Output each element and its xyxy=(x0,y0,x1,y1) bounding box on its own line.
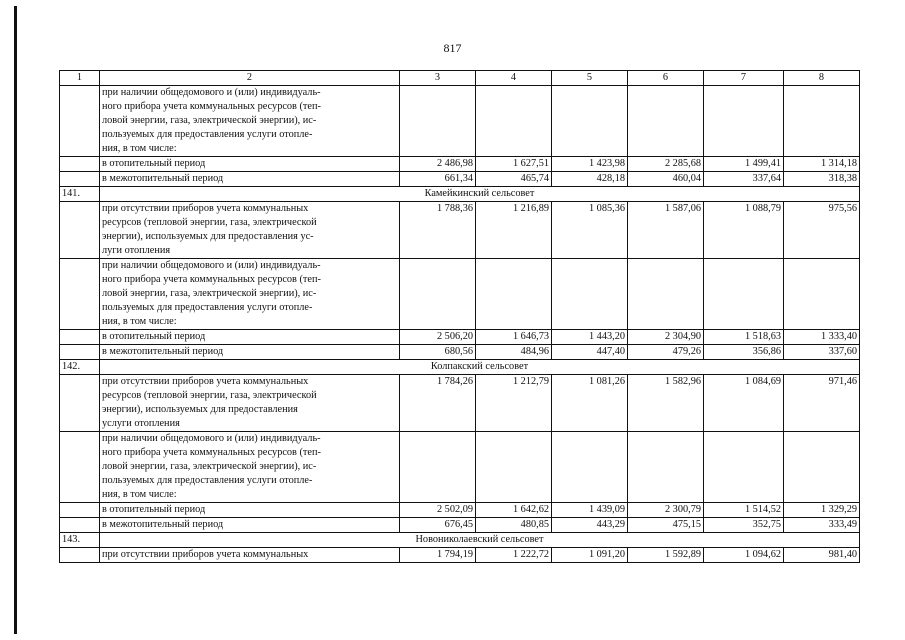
empty-cell xyxy=(552,259,628,330)
row-label xyxy=(100,259,400,330)
row-label: в отопительный период xyxy=(100,157,400,172)
label-line: луги отопления xyxy=(102,245,171,256)
value-cell: 1 333,40 xyxy=(784,330,860,345)
row-label: в межотопительный период xyxy=(100,172,400,187)
row-number-cell xyxy=(60,202,100,259)
value-cell: 465,74 xyxy=(476,172,552,187)
section-row xyxy=(60,187,860,202)
empty-cell xyxy=(704,259,784,330)
value-cell: 2 486,98 xyxy=(400,157,476,172)
value-cell: 981,40 xyxy=(784,548,860,563)
section-title: Колпакский сельсовет xyxy=(100,360,860,375)
value-cell: 1 088,79 xyxy=(704,202,784,259)
value-cell: 356,86 xyxy=(704,345,784,360)
value-cell: 975,56 xyxy=(784,202,860,259)
value-cell: 1 212,79 xyxy=(476,375,552,432)
label-line: при наличии общедомового и (или) индивидуаль- xyxy=(102,433,321,444)
column-header: 5 xyxy=(552,71,628,86)
value-cell: 1 627,51 xyxy=(476,157,552,172)
value-cell: 333,49 xyxy=(784,518,860,533)
label-line: ного прибора учета коммунальных ресурсов (теп- xyxy=(102,447,321,458)
section-row xyxy=(60,360,860,375)
value-cell: 1 646,73 xyxy=(476,330,552,345)
value-cell: 1 084,69 xyxy=(704,375,784,432)
empty-cell xyxy=(784,86,860,157)
value-cell: 318,38 xyxy=(784,172,860,187)
column-header: 1 xyxy=(60,71,100,86)
row-label xyxy=(100,432,400,503)
row-label xyxy=(100,202,400,259)
column-header: 7 xyxy=(704,71,784,86)
label-line: ного прибора учета коммунальных ресурсов (теп- xyxy=(102,274,321,285)
label-line: ловой энергии, газа, электрической энергии), ис- xyxy=(102,288,317,299)
value-row xyxy=(60,330,860,345)
value-cell: 1 642,62 xyxy=(476,503,552,518)
value-cell: 1 518,63 xyxy=(704,330,784,345)
row-label: в межотопительный период xyxy=(100,345,400,360)
value-cell: 1 587,06 xyxy=(628,202,704,259)
value-cell: 1 784,26 xyxy=(400,375,476,432)
section-title: Новониколаевский сельсовет xyxy=(100,533,860,548)
label-line: ресурсов (тепловой энергии, газа, электрической xyxy=(102,390,317,401)
description-row xyxy=(60,375,860,432)
section-number: 142. xyxy=(60,360,100,375)
value-cell: 1 788,36 xyxy=(400,202,476,259)
empty-cell xyxy=(476,432,552,503)
value-cell: 1 582,96 xyxy=(628,375,704,432)
section-number: 141. xyxy=(60,187,100,202)
row-label: при отсутствии приборов учета коммунальных xyxy=(100,548,400,563)
row-number-cell xyxy=(60,503,100,518)
column-header: 2 xyxy=(100,71,400,86)
header-row xyxy=(60,71,860,86)
value-cell: 443,29 xyxy=(552,518,628,533)
empty-cell xyxy=(476,86,552,157)
value-cell: 971,46 xyxy=(784,375,860,432)
value-row xyxy=(60,548,860,563)
value-cell: 337,64 xyxy=(704,172,784,187)
row-number-cell xyxy=(60,259,100,330)
value-cell: 1 222,72 xyxy=(476,548,552,563)
label-line: пользуемых для предоставления услуги отопле- xyxy=(102,475,313,486)
empty-cell xyxy=(628,432,704,503)
label-line: ловой энергии, газа, электрической энергии), ис- xyxy=(102,461,317,472)
value-cell: 2 506,20 xyxy=(400,330,476,345)
table-body xyxy=(60,71,860,563)
empty-cell xyxy=(704,432,784,503)
value-cell: 460,04 xyxy=(628,172,704,187)
label-line: ния, в том числе: xyxy=(102,143,177,154)
label-line: услуги отопления xyxy=(102,418,180,429)
row-number-cell xyxy=(60,172,100,187)
section-row xyxy=(60,533,860,548)
empty-cell xyxy=(552,86,628,157)
row-number-cell xyxy=(60,157,100,172)
description-row xyxy=(60,86,860,157)
row-number-cell xyxy=(60,548,100,563)
label-line: энергии), используемых для предоставления xyxy=(102,404,298,415)
value-cell: 2 285,68 xyxy=(628,157,704,172)
value-cell: 1 794,19 xyxy=(400,548,476,563)
page-number: 817 xyxy=(443,41,462,55)
section-title: Камейкинский сельсовет xyxy=(100,187,860,202)
label-line: энергии), используемых для предоставления ус- xyxy=(102,231,314,242)
value-cell: 2 300,79 xyxy=(628,503,704,518)
row-label xyxy=(100,86,400,157)
row-number-cell xyxy=(60,330,100,345)
empty-cell xyxy=(784,259,860,330)
row-label xyxy=(100,375,400,432)
value-cell: 1 499,41 xyxy=(704,157,784,172)
value-row xyxy=(60,503,860,518)
value-cell: 680,56 xyxy=(400,345,476,360)
row-number-cell xyxy=(60,345,100,360)
label-line: ловой энергии, газа, электрической энергии), ис- xyxy=(102,115,317,126)
value-cell: 480,85 xyxy=(476,518,552,533)
value-cell: 1 085,36 xyxy=(552,202,628,259)
column-header: 3 xyxy=(400,71,476,86)
empty-cell xyxy=(476,259,552,330)
label-line: ния, в том числе: xyxy=(102,489,177,500)
description-row xyxy=(60,202,860,259)
value-cell: 661,34 xyxy=(400,172,476,187)
value-cell: 2 502,09 xyxy=(400,503,476,518)
column-header: 6 xyxy=(628,71,704,86)
row-label: в отопительный период xyxy=(100,330,400,345)
label-line: при наличии общедомового и (или) индивидуаль- xyxy=(102,87,321,98)
empty-cell xyxy=(628,259,704,330)
value-cell: 2 304,90 xyxy=(628,330,704,345)
row-number-cell xyxy=(60,432,100,503)
empty-cell xyxy=(400,86,476,157)
description-row xyxy=(60,259,860,330)
empty-cell xyxy=(552,432,628,503)
row-number-cell xyxy=(60,86,100,157)
value-cell: 1 514,52 xyxy=(704,503,784,518)
row-number-cell xyxy=(60,518,100,533)
column-header: 8 xyxy=(784,71,860,86)
value-row xyxy=(60,518,860,533)
value-cell: 676,45 xyxy=(400,518,476,533)
value-row xyxy=(60,157,860,172)
value-cell: 475,15 xyxy=(628,518,704,533)
value-cell: 428,18 xyxy=(552,172,628,187)
label-line: ресурсов (тепловой энергии, газа, электрической xyxy=(102,217,317,228)
empty-cell xyxy=(400,259,476,330)
label-line: при наличии общедомового и (или) индивидуаль- xyxy=(102,260,321,271)
value-cell: 447,40 xyxy=(552,345,628,360)
scan-edge-line xyxy=(14,6,17,634)
value-cell: 1 329,29 xyxy=(784,503,860,518)
value-cell: 479,26 xyxy=(628,345,704,360)
value-cell: 1 592,89 xyxy=(628,548,704,563)
empty-cell xyxy=(400,432,476,503)
value-cell: 337,60 xyxy=(784,345,860,360)
row-number-cell xyxy=(60,375,100,432)
value-cell: 1 216,89 xyxy=(476,202,552,259)
section-number: 143. xyxy=(60,533,100,548)
value-cell: 1 091,20 xyxy=(552,548,628,563)
label-line: пользуемых для предоставления услуги отопле- xyxy=(102,302,313,313)
label-line: ния, в том числе: xyxy=(102,316,177,327)
value-row xyxy=(60,172,860,187)
row-label: в межотопительный период xyxy=(100,518,400,533)
label-line: пользуемых для предоставления услуги отопле- xyxy=(102,129,313,140)
value-cell: 1 094,62 xyxy=(704,548,784,563)
empty-cell xyxy=(704,86,784,157)
value-row xyxy=(60,345,860,360)
label-line: ного прибора учета коммунальных ресурсов (теп- xyxy=(102,101,321,112)
value-cell: 352,75 xyxy=(704,518,784,533)
tariff-table xyxy=(59,70,860,563)
empty-cell xyxy=(628,86,704,157)
value-cell: 1 439,09 xyxy=(552,503,628,518)
value-cell: 484,96 xyxy=(476,345,552,360)
value-cell: 1 314,18 xyxy=(784,157,860,172)
value-cell: 1 443,20 xyxy=(552,330,628,345)
label-line: при отсутствии приборов учета коммунальных xyxy=(102,203,309,214)
empty-cell xyxy=(784,432,860,503)
value-cell: 1 423,98 xyxy=(552,157,628,172)
value-cell: 1 081,26 xyxy=(552,375,628,432)
column-header: 4 xyxy=(476,71,552,86)
description-row xyxy=(60,432,860,503)
label-line: при отсутствии приборов учета коммунальных xyxy=(102,376,309,387)
row-label: в отопительный период xyxy=(100,503,400,518)
